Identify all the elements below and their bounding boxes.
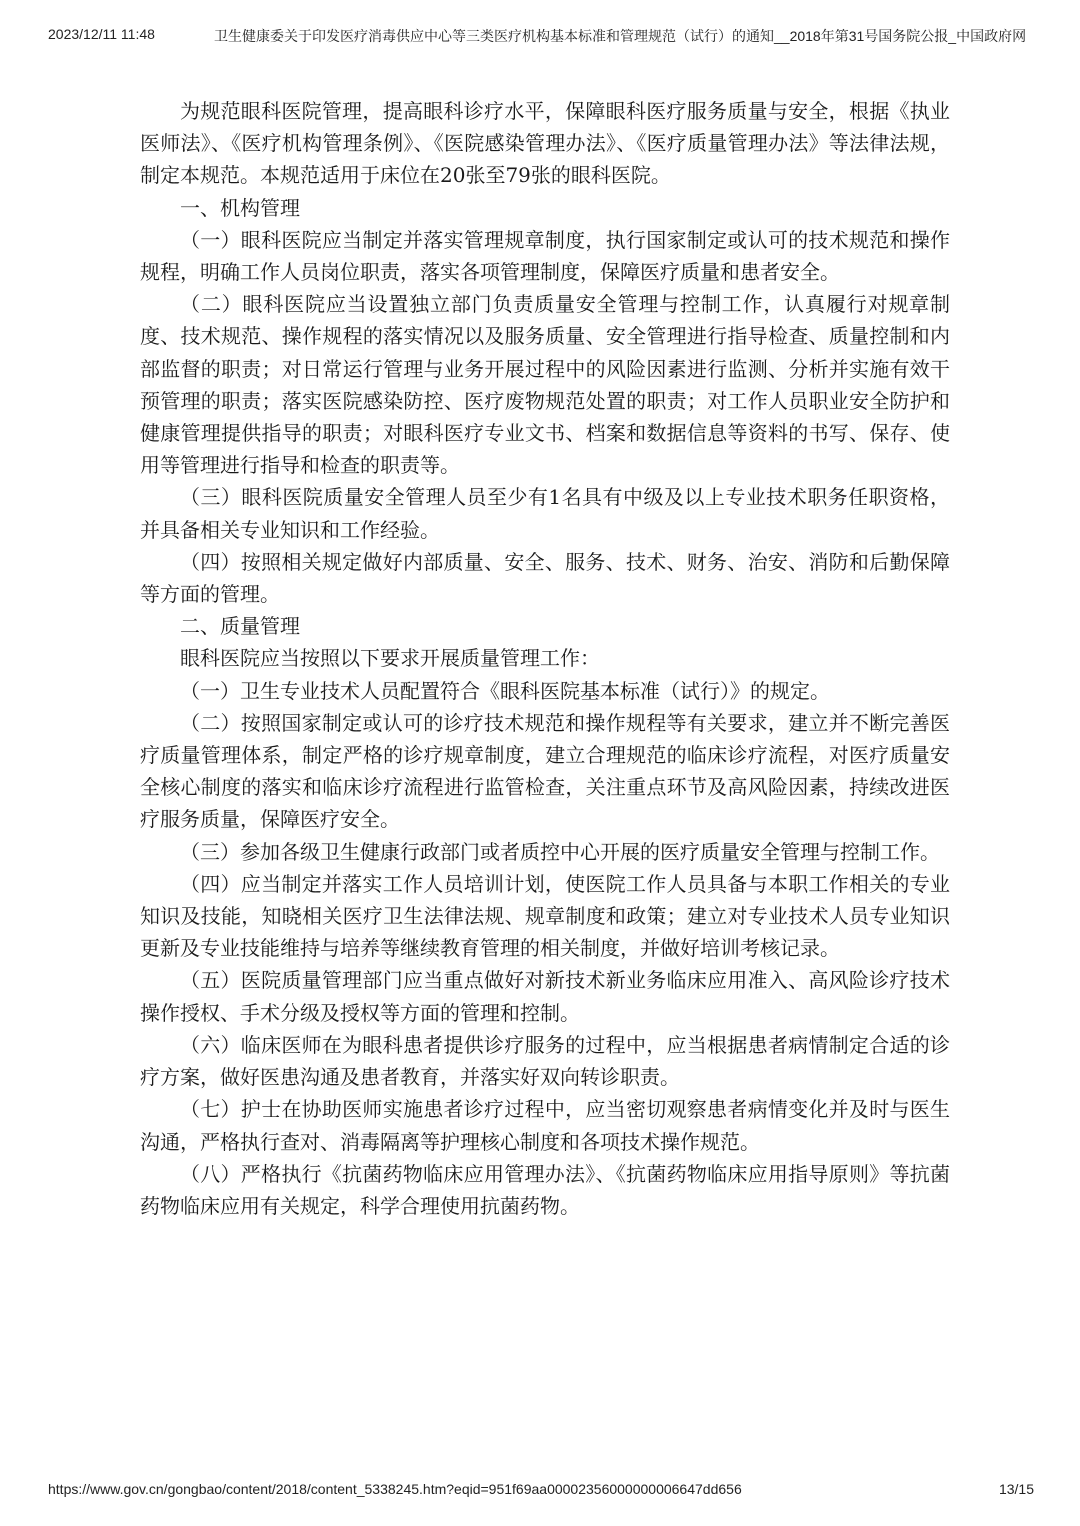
paragraph-2-4: （四）应当制定并落实工作人员培训计划，使医院工作人员具备与本职工作相关的专业知识及技能，知晓相关医疗卫生法律法规、规章制度和政策；建立对专业技术人员专业知识更新及专业技能维持与培养等继续教育管理的相关制度，并做好培训考核记录。 bbox=[140, 871, 950, 961]
page-number: 13/15 bbox=[998, 1481, 1034, 1497]
paragraph-1-1: （一）眼科医院应当制定并落实管理规章制度，执行国家制定或认可的技术规范和操作规程，明确工作人员岗位职责，落实各项管理制度，保障医疗质量和患者安全。 bbox=[140, 227, 950, 285]
intro-paragraph: 为规范眼科医院管理，提高眼科诊疗水平，保障眼科医疗服务质量与安全，根据《执业医师法》、《医疗机构管理条例》、《医院感染管理办法》、《医疗质量管理办法》等法律法规，制定本规范。本规范适用于床位在20张至79张的眼科医院。 bbox=[140, 99, 950, 188]
page-url: https://www.gov.cn/gongbao/content/2018/content_5338245.htm?eqid=951f69aa000023560000000066​47dd656 bbox=[48, 1481, 742, 1497]
paragraph-2-8: （八）严格执行《抗菌药物临床应用管理办法》、《抗菌药物临床应用指导原则》等抗菌药物临床应用有关规定，科学合理使用抗菌药物。 bbox=[140, 1161, 950, 1218]
print-document-title: 卫生健康委关于印发医疗消毒供应中心等三类医疗机构基本标准和管理规范（试行）的通知__2018年第31号国务院公报_中国政府网 bbox=[214, 28, 1027, 44]
paragraph-2-6: （六）临床医师在为眼科患者提供诊疗服务的过程中，应当根据患者病情制定合适的诊疗方案，做好医患沟通及患者教育，并落实好双向转诊职责。 bbox=[140, 1032, 950, 1090]
paragraph-1-3: （三）眼科医院质量安全管理人员至少有1名具有中级及以上专业技术职务任职资格，并具备相关专业知识和工作经验。 bbox=[140, 485, 950, 542]
paragraph-1-2: （二）眼科医院应当设置独立部门负责质量安全管理与控制工作，认真履行对规章制度、技术规范、操作规程的落实情况以及服务质量、安全管理进行指导检查、质量控制和内部监督的职责；对日常运行管理与业务开展过程中的风险因素进行监测、分析并实施有效干预管理的职责；落实医院感染防控、医疗废物规范处置的职责；对工作人员职业安全防护和健康管理提供指导的职责；对眼科医疗专业文书、档案和数据信息等资料的书写、保存、使用等管理进行指导和检查的职责等。 bbox=[140, 292, 950, 478]
print-footer bbox=[48, 1481, 1034, 1503]
paragraph-2-2: （二）按照国家制定或认可的诊疗技术规范和操作规程等有关要求，建立并不断完善医疗质量管理体系，制定严格的诊疗规章制度，建立合理规范的临床诊疗流程，对医疗质量安全核心制度的落实和临床诊疗流程进行监管检查，关注重点环节及高风险因素，持续改进医疗服务质量，保障医疗安全。 bbox=[140, 710, 950, 832]
document-body bbox=[140, 95, 950, 1222]
quality-management-intro: 眼科医院应当按照以下要求开展质量管理工作： bbox=[180, 646, 600, 671]
paragraph-2-1: （一）卫生专业技术人员配置符合《眼科医院基本标准（试行）》的规定。 bbox=[180, 678, 830, 703]
paragraph-2-7: （七）护士在协助医师实施患者诊疗过程中，应当密切观察患者病情变化并及时与医生沟通，严格执行查对、消毒隔离等护理核心制度和各项技术操作规范。 bbox=[140, 1097, 950, 1154]
paragraph-2-3: （三）参加各级卫生健康行政部门或者质控中心开展的医疗质量安全管理与控制工作。 bbox=[180, 839, 940, 864]
section-heading-institution-management: 一、机构管理 bbox=[180, 195, 300, 220]
print-header bbox=[48, 26, 1034, 50]
section-heading-quality-management: 二、质量管理 bbox=[180, 614, 300, 639]
print-timestamp: 2023/12/11 11:48 bbox=[48, 26, 155, 42]
paragraph-1-4: （四）按照相关规定做好内部质量、安全、服务、技术、财务、治安、消防和后勤保障等方面的管理。 bbox=[140, 549, 950, 607]
paragraph-2-5: （五）医院质量管理部门应当重点做好对新技术新业务临床应用准入、高风险诊疗技术操作授权、手术分级及授权等方面的管理和控制。 bbox=[140, 968, 950, 1025]
